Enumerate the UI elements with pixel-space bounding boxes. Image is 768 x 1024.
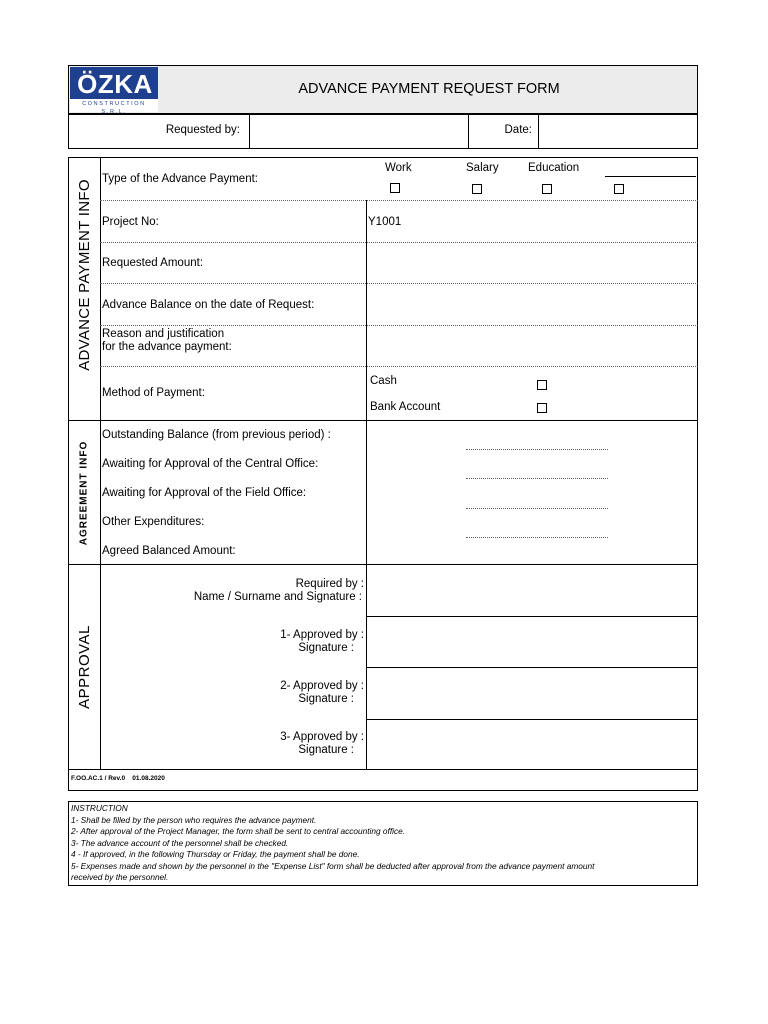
instruction-line-2: 2- After approval of the Project Manager, the form shall be sent to central accounting office. — [71, 826, 406, 836]
method-bank-label: Bank Account — [370, 401, 441, 413]
advance-balance-field[interactable] — [367, 284, 697, 324]
form-title: ADVANCE PAYMENT REQUEST FORM — [298, 81, 560, 97]
checkbox-other[interactable] — [614, 184, 624, 194]
instructions-title: INSTRUCTION — [71, 803, 128, 813]
logo-subtitle: CONSTRUCTION S.R.L. — [82, 101, 146, 115]
checkbox-education[interactable] — [542, 184, 552, 194]
requested-by-label: Requested by: — [165, 124, 240, 136]
type-option-work-label: Work — [385, 162, 412, 174]
logo-box — [70, 67, 158, 99]
approver-1-signature-label: Signature : — [298, 642, 354, 654]
approver-2-label: 2- Approved by : — [280, 680, 364, 692]
requested-amount-label: Requested Amount: — [102, 257, 204, 269]
agreement-info-section-label: AGREEMENT INFO — [78, 440, 90, 546]
instruction-line-5: 5- Expenses made and shown by the personnel in the "Expense List" form shall be deducted after approval from the advance payment amount — [71, 860, 595, 871]
approver-2-signature-label: Signature : — [298, 693, 354, 705]
required-by-signature-field[interactable] — [367, 565, 697, 615]
field-office-amount-line[interactable] — [466, 478, 608, 479]
company-logo — [70, 67, 158, 115]
reason-label-line2: for the advance payment: — [102, 341, 232, 353]
instruction-line-4: 4 - If approved, in the following Thursday or Friday, the payment shall be done. — [71, 849, 360, 859]
agreed-balanced-amount-label: Agreed Balanced Amount: — [102, 545, 236, 557]
agreed-amount-line[interactable] — [466, 537, 608, 538]
central-office-amount-line[interactable] — [466, 449, 608, 450]
approver-1-signature-field[interactable] — [367, 617, 697, 666]
payment-type-label: Type of the Advance Payment: — [102, 173, 258, 185]
field-office-approval-label: Awaiting for Approval of the Field Office: — [102, 487, 307, 499]
checkbox-bank-account[interactable] — [537, 403, 547, 413]
checkbox-work[interactable] — [390, 183, 400, 193]
type-option-salary-label: Salary — [466, 162, 499, 174]
central-office-approval-label: Awaiting for Approval of the Central Office: — [102, 458, 319, 470]
project-no-label: Project No: — [102, 216, 159, 228]
project-no-value[interactable]: Y1001 — [368, 216, 402, 228]
advance-balance-label: Advance Balance on the date of Request: — [102, 299, 315, 311]
checkbox-salary[interactable] — [472, 184, 482, 194]
outstanding-balance-label: Outstanding Balance (from previous period) : — [102, 429, 331, 441]
requested-by-field[interactable] — [250, 115, 467, 148]
instruction-line-6: received by the personnel. — [71, 872, 169, 882]
required-by-label: Required by : — [295, 578, 364, 590]
approver-3-signature-field[interactable] — [367, 720, 697, 769]
instructions-text — [71, 803, 695, 884]
reason-field[interactable] — [367, 326, 697, 365]
date-field[interactable] — [539, 115, 697, 148]
form-code: F.OO.AC.1 / Rev.0 01.08.2020 — [71, 775, 165, 782]
payment-method-label: Method of Payment: — [102, 387, 205, 399]
other-expenditures-label: Other Expenditures: — [102, 516, 205, 528]
type-option-education-label: Education — [528, 162, 580, 174]
type-option-other-line — [605, 176, 696, 177]
approver-2-signature-field[interactable] — [367, 668, 697, 718]
instruction-line-3: 3- The advance account of the personnel shall be checked. — [71, 837, 289, 848]
requested-amount-field[interactable] — [367, 243, 697, 282]
approver-3-label: 3- Approved by : — [280, 731, 364, 743]
approver-3-signature-label: Signature : — [298, 744, 354, 756]
required-by-signature-label: Name / Surname and Signature : — [193, 591, 362, 603]
advance-payment-section-label: ADVANCE PAYMENT INFO — [76, 179, 93, 371]
reason-label-line1: Reason and justification — [102, 328, 225, 340]
date-label: Date: — [504, 124, 532, 136]
method-cash-label: Cash — [370, 375, 397, 387]
instruction-line-1: 1- Shall be filled by the person who requires the advance payment. — [71, 814, 317, 825]
logo-text: ÖZKA — [77, 69, 153, 99]
other-expenditures-amount-line[interactable] — [466, 508, 608, 509]
approval-section-label: APPROVAL — [76, 625, 93, 709]
checkbox-cash[interactable] — [537, 380, 547, 390]
approver-1-label: 1- Approved by : — [280, 629, 364, 641]
